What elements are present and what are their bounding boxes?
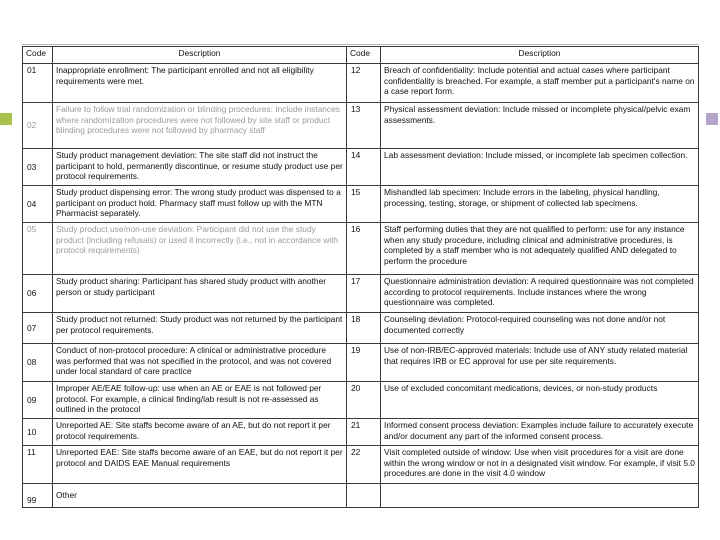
description-cell: Study product sharing: Participant has shared study product with another person or study participant [53, 275, 347, 313]
header-code-left: Code [23, 47, 53, 64]
description-cell: Conduct of non-protocol procedure: A clinical or administrative procedure was performed that was not specified in the protocol, and was not covered under local standard of care practice [53, 344, 347, 382]
description-cell: Staff performing duties that they are not qualified to perform: use for any instance when any study procedure, including clinical and administrative procedures, is completed by a staff member who is not adequately qualified AND delegated to perform the procedure [381, 223, 699, 275]
description-cell: Use of excluded concomitant medications, devices, or non-study products [381, 382, 699, 419]
code-cell: 08 [23, 344, 53, 382]
description-cell: Use of non-IRB/EC-approved materials: Include use of ANY study related material that requires IRB or EC approval for use per site requirements. [381, 344, 699, 382]
code-cell: 20 [347, 382, 381, 419]
description-cell: Unreported EAE: Site staffs become aware of an EAE, but do not report it per protocol and DAIDS EAE Manual requirements [53, 446, 347, 484]
code-cell: 01 [23, 64, 53, 103]
table-row [23, 446, 699, 484]
description-cell: Informed consent process deviation: Examples include failure to accurately execute and/or document any part of the informed consent process. [381, 419, 699, 446]
code-cell: 17 [347, 275, 381, 313]
table-row [23, 103, 699, 149]
description-cell: Breach of confidentiality: Include potential and actual cases where participant confidentiality is breached. For example, a staff member put a participant's name on a case report form. [381, 64, 699, 103]
code-cell: 11 [23, 446, 53, 484]
description-cell: Study product dispensing error: The wrong study product was dispensed to a participant on product hold. Pharmacy staff must follow up with the MTN Pharmacist separately. [53, 186, 347, 223]
code-cell: 09 [23, 382, 53, 419]
table-row [23, 484, 699, 508]
code-cell: 16 [347, 223, 381, 275]
code-cell: 03 [23, 149, 53, 186]
code-cell: 04 [23, 186, 53, 223]
description-cell: Improper AE/EAE follow-up: use when an AE or EAE is not followed per protocol. For example, a clinical finding/lab result is not re-assessed as outlined in the protocol [53, 382, 347, 419]
code-cell: 13 [347, 103, 381, 149]
description-cell-empty [381, 484, 699, 508]
code-cell: 15 [347, 186, 381, 223]
description-cell: Visit completed outside of window: Use when visit procedures for a visit are done within the wrong window or not in a designated visit window. For example, if visit 5.0 procedures are done in the visit 4.0 window [381, 446, 699, 484]
deviation-codes-table [22, 46, 699, 508]
table-row [23, 275, 699, 313]
code-cell: 12 [347, 64, 381, 103]
slide-marker-left [0, 113, 12, 125]
table-row [23, 313, 699, 344]
code-cell: 05 [23, 223, 53, 275]
code-cell: 21 [347, 419, 381, 446]
header-description-right: Description [381, 47, 699, 64]
description-cell: Study product not returned: Study product was not returned by the participant per protocol requirements. [53, 313, 347, 344]
code-cell: 14 [347, 149, 381, 186]
table-row [23, 419, 699, 446]
top-rule [22, 44, 698, 45]
table-row [23, 382, 699, 419]
slide-marker-right [706, 113, 718, 125]
code-cell: 07 [23, 313, 53, 344]
description-cell: Failure to follow trial randomization or blinding procedures: Include instances where randomization procedures were not followed by site staff or product blinding procedures were not followed by pharmacy staff [53, 103, 347, 149]
description-cell: Inappropriate enrollment: The participant enrolled and not all eligibility requirements were met. [53, 64, 347, 103]
description-cell: Other [53, 484, 347, 508]
header-code-right: Code [347, 47, 381, 64]
code-cell: 10 [23, 419, 53, 446]
code-cell: 06 [23, 275, 53, 313]
table-row [23, 223, 699, 275]
description-cell: Mishandled lab specimen: Include errors in the labeling, physical handling, processing, testing, storage, or shipment of collected lab specimens. [381, 186, 699, 223]
description-cell: Study product management deviation: The site staff did not instruct the participant to hold, permanently discontinue, or resume study product use per protocol requirements. [53, 149, 347, 186]
table-row [23, 344, 699, 382]
header-description-left: Description [53, 47, 347, 64]
table-row [23, 186, 699, 223]
description-cell: Counseling deviation: Protocol-required counseling was not done and/or not documented correctly [381, 313, 699, 344]
description-cell: Lab assessment deviation: Include missed, or incomplete lab specimen collection. [381, 149, 699, 186]
code-cell: 22 [347, 446, 381, 484]
header-row [23, 47, 699, 64]
code-cell: 99 [23, 484, 53, 508]
code-cell-empty [347, 484, 381, 508]
description-cell: Questionnaire administration deviation: A required questionnaire was not completed according to protocol requirements. Include instances where the wrong questionnaire was completed. [381, 275, 699, 313]
description-cell: Physical assessment deviation: Include missed or incomplete physical/pelvic exam assessments. [381, 103, 699, 149]
description-cell: Unreported AE: Site staffs become aware of an AE, but do not report it per protocol requirements. [53, 419, 347, 446]
code-cell: 18 [347, 313, 381, 344]
table-row [23, 64, 699, 103]
description-cell: Study product use/non-use deviation: Participant did not use the study product (including refusals) or used it incorrectly (i.e., not in accordance with protocol requirements) [53, 223, 347, 275]
table-row [23, 149, 699, 186]
code-cell: 02 [23, 103, 53, 149]
code-cell: 19 [347, 344, 381, 382]
